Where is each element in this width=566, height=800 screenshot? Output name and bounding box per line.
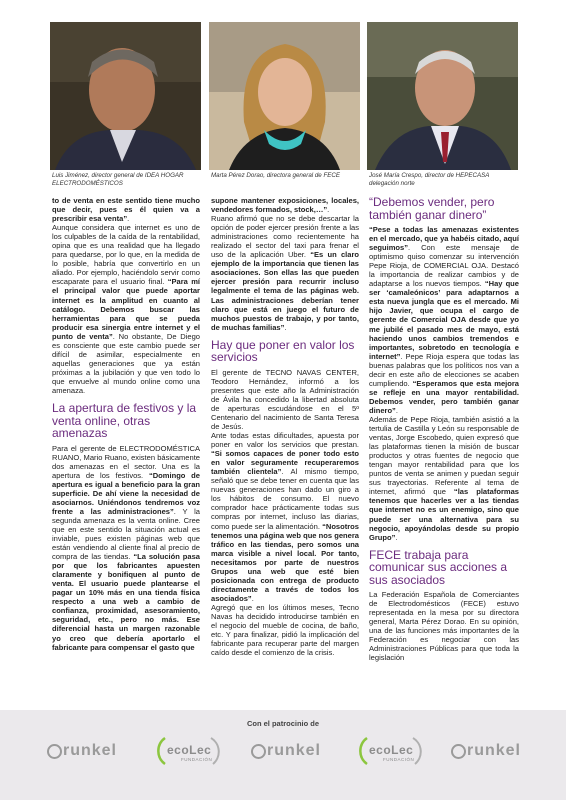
grunkel-wordmark: runkel [62, 742, 117, 759]
caption-marta-perez-dorao: Marta Pérez Dorao, directora general de FECE [211, 172, 340, 179]
paragraph [211, 368, 359, 431]
paragraph [211, 431, 359, 603]
text: . Con este mensaje de optimismo quiso comenzar su intervención Pepe Rioja, de COMERCIAL OJA. Destacó la importancia de realizar cambios y de adaptarse a los nuevos tiempos. [369, 243, 519, 289]
text: . No obstante, De Diego es consciente que este cambio puede ser difícil de asimilar, especialmente en aquellas generaciones que ya están próximas a la jubilación y que ven todo lo que envuelve al mundo online como una amenaza. [52, 331, 200, 395]
ecolec-subtitle: FUNDACIÓN [383, 757, 415, 762]
text: . Pepe Rioja espera que todas las buenas palabras que los políticos nos van a decir en este año de elecciones se acaben cumpliendo. [369, 351, 519, 388]
paragraph [211, 196, 359, 214]
text: . [327, 205, 330, 215]
text: . [395, 405, 398, 415]
text: . Y la segunda amenaza es la venta online. Cree que en este sentido la situación actual es inviable, pues existen páginas web que están vendiendo al cliente final al precio de compra de las tiendas. [52, 506, 200, 562]
quote: “Es un claro ejemplo de la importancia que tienen las asociaciones. Son ellas las que pueden ejercer presión para recurrir incluso legalmente el tema de las páginas web. Las administraciones deberían tener claro que está en juego el futuro de muchos puestos de trabajo, y por tanto, de muchas familias” [211, 250, 359, 332]
quote: “Domingo de apertura es igual a beneficio para la gran superficie. De ahí viene la necesidad de asociarnos. Uniéndonos tendremos voz frente a las administraciones” [52, 470, 200, 516]
text: Agregó que en los últimos meses, Tecno Navas ha decidido introducirse también en el negocio del mueble de cocina, de baño, etc. Y para finalizar, pidió la implicación del fabricante para recuperar parte del margen caído desde el comienzo de la crisis. [211, 602, 359, 658]
quote: “Pese a todas las amenazas existentes en el mercado, que ya habéis citado, aquí seguimos” [369, 225, 519, 253]
quote: “Si somos capaces de poner todo esto en valor seguramente recuperaremos también clientela” [211, 449, 359, 477]
grunkel-mark-icon [251, 744, 266, 759]
article-column-3 [369, 196, 519, 663]
paragraph [52, 223, 200, 395]
quote: “Hay que ser ‘camaleónicos’ para adaptarnos a esta nueva jungla que es el mercado. Mi hijo Javier, que ocupa el cargo de gerente de Comercial OJA desde que yo me jubilé el pasado mes de mayo, está haciendo unos cambios tremendos e importantes, sobretodo en tecnología e internet” [369, 279, 519, 361]
text: Aunque considera que internet es uno de los culpables de la caída de la rentabilidad, opina que es una realidad que ha llegado para quedarse, por lo que, en la medida de lo posible, habría que convertirlo en un aliado. Por ejemplo, haciéndolo servir como escaparate para el usuario final. [52, 223, 200, 287]
article-column-1 [52, 196, 200, 652]
text: La Federación Española de Comerciantes de Electrodomésticos (FECE) estuvo representada en la mesa por su directora general, Marta Pérez Dorao. En su opinión, una de las funciones más importantes de la Federación es negociar con las Administraciones Públicas para que toda la legislación [369, 590, 519, 663]
photo-jose-maria-crespo [367, 22, 518, 170]
quote: “Para mí el principal valor que puede aportar internet es la amplitud en cuanto al catálogo. Debemos buscar las herramientas para que se pueda producir esa sinergia entre internet y el punto de venta” [52, 277, 201, 341]
quote: “La solución pasa por que los fabricantes apuesten claramente y bonifiquen al punto de venta. El usuario puede plantearse el pagar un 10% más en una tienda física respecto a una web a cambio de confianza, proximidad, asesoramiento, seguridad, etc., pero no más. Ese diferencial hasta un margen razonable yo creo que debería aportarlo el fabricante para compensar el gasto que [52, 552, 200, 652]
text: . [395, 532, 398, 542]
text: . [284, 322, 287, 332]
grunkel-wordmark: runkel [266, 742, 321, 759]
text: Ante todas estas dificultades, apuesta por poner en valor los servicios que prestan. [211, 431, 359, 450]
section-heading: La apertura de festivos y la venta online, otras amenazas [52, 401, 197, 441]
text: Además de Pepe Rioja, también asistió a la tertulia de Castilla y León su responsable de ventas, Jorge Escobedo, quien expresó que las plataformas tienen la misión de buscar productos y otras fuentes de negocio que tengan mayor rentabilidad para que los puntos de venta se animen y puedan seguir sus trayectorias. Referente al tema de internet, afirmó que [369, 414, 519, 497]
paragraph [52, 444, 200, 652]
paragraph [211, 603, 359, 657]
text: El gerente de TECNO NAVAS CENTER, Teodoro Hernández, informó a los presentes que este año la Administración de Ávila ha concedido la libertad absoluta de aperturas escudándose en el 5º Centenario del nacimiento de Santa Teresa de Jesús. [211, 367, 359, 431]
text: Ruano afirmó que no se debe descartar la opción de poder ejercer presión frente a las administraciones como recientemente ha realizado el sector del taxi para frenar el uso de la aplicación Uber. [211, 214, 359, 260]
quote: “Esperamos que esta mejora se refleje en una mayor rentabilidad. Debemos vender, pero también ganar dinero” [369, 378, 519, 415]
text: . [127, 214, 130, 224]
quote: to de venta en este sentido tiene mucho que decir, pues es él quien va a prescribir esa venta” [52, 196, 200, 224]
ecolec-subtitle: FUNDACIÓN [181, 757, 213, 762]
section-heading: Hay que poner en valor los servicios [211, 337, 355, 365]
grunkel-mark-icon [451, 744, 466, 759]
photo-luis-jimenez [50, 22, 201, 170]
paragraph [369, 225, 519, 415]
ecolec-logo [352, 733, 430, 769]
quote: “Nosotros tenemos una página web que nos genera tráfico en las tiendas, pero somos una marca visible a nivel local. Por tanto, necesitamos por parte de nuestros Grupos una web que esté bien posicionada con entrega de producto directamente a través de todos los asociados” [211, 521, 359, 603]
section-heading: “Debemos vender, pero también ganar dinero” [369, 195, 495, 222]
paragraph [52, 196, 200, 223]
paragraph [369, 590, 519, 662]
text: . [251, 593, 254, 603]
text: . Al mismo tiempo, señaló que se debe tener en cuenta que las nuevas generaciones han dado un giro a los hábitos de consumo. El nuevo comprador hace prácticamente todas sus compras por internet, incluso las diarias, como puede ser la alimentación. [211, 467, 359, 531]
photo-marta-perez-dorao [209, 22, 360, 170]
ecolec-logo [150, 733, 228, 769]
grunkel-wordmark: runkel [466, 742, 521, 759]
grunkel-logo [444, 733, 528, 769]
caption-luis-jimenez: Luis Jiménez, director general de IDEA HOGAR ELECTRODOMÉSTICOS [52, 172, 184, 187]
section-heading: FECE trabaja para comunicar sus acciones a sus asociados [369, 547, 508, 587]
quote: supone mantener exposiciones, locales, vendedores formados, stock,…” [211, 196, 359, 215]
sponsor-title: Con el patrocinio de [246, 719, 320, 728]
quote: “las plataformas tenemos que hacerles ver a las tiendas que internet no es un enemigo, sino que puede ser una alternativa para su negocio, apoyándolas desde su propio Grupo” [369, 487, 519, 542]
top-band [0, 0, 566, 20]
ecolec-wordmark: ecoLec [369, 743, 414, 757]
paragraph [211, 214, 359, 332]
article-column-2 [211, 196, 359, 657]
paragraph [369, 415, 519, 542]
ecolec-wordmark: ecoLec [167, 743, 212, 757]
text: Para el gerente de ELECTRODOMÉSTICA RUANO, Mario Ruano, existen básicamente dos amenazas en el sector. Una es la apertura de los festivos. [52, 443, 200, 480]
caption-jose-maria-crespo: José María Crespo, director de HEPECASA delegación norte [369, 172, 490, 187]
grunkel-logo [40, 733, 124, 769]
grunkel-mark-icon [47, 744, 62, 759]
grunkel-logo [244, 733, 328, 769]
